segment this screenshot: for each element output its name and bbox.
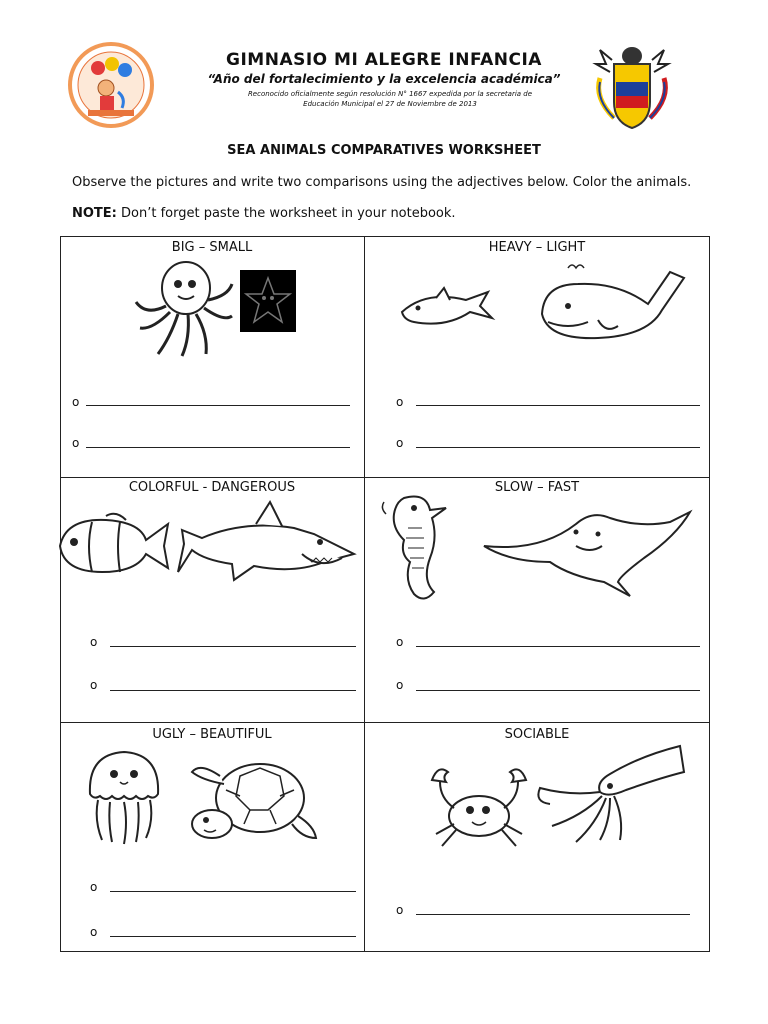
- school-motto: “Año del fortalecimiento y la excelencia académica”: [207, 72, 561, 86]
- octopus-icon: [130, 256, 234, 360]
- answer-line[interactable]: [416, 447, 700, 448]
- recognition-line-2: Educación Municipal el 27 de Noviembre de 2013: [303, 100, 477, 108]
- squid-icon: [530, 742, 688, 846]
- answer-line[interactable]: [110, 690, 356, 691]
- answer-line[interactable]: [416, 914, 690, 915]
- cell-title-slow-fast: SLOW – FAST: [494, 480, 580, 495]
- starfish-icon: [240, 270, 296, 332]
- note-text: Don’t forget paste the worksheet in your notebook.: [116, 206, 456, 221]
- bullet: o: [90, 635, 98, 649]
- bullet: o: [396, 903, 404, 917]
- grid-divider-row-2: [60, 722, 710, 723]
- grid-divider-row-1: [60, 477, 710, 478]
- bullet: o: [72, 436, 80, 450]
- shark-icon: [174, 500, 358, 584]
- answer-line[interactable]: [110, 891, 356, 892]
- answer-line[interactable]: [86, 447, 350, 448]
- answer-line[interactable]: [110, 936, 356, 937]
- stingray-icon: [480, 506, 694, 598]
- recognition-text: [230, 89, 550, 109]
- grid-divider-vertical: [364, 236, 365, 952]
- answer-line[interactable]: [110, 646, 356, 647]
- bullet: o: [90, 678, 98, 692]
- turtle-icon: [186, 754, 320, 850]
- worksheet-title: SEA ANIMALS COMPARATIVES WORKSHEET: [227, 143, 541, 158]
- cell-title-heavy-light: HEAVY – LIGHT: [488, 240, 586, 255]
- school-name: GIMNASIO MI ALEGRE INFANCIA: [226, 50, 542, 70]
- cell-title-sociable: SOCIABLE: [504, 727, 570, 742]
- bullet: o: [396, 436, 404, 450]
- bullet: o: [90, 925, 98, 939]
- dolphin-icon: [396, 284, 496, 334]
- bullet: o: [72, 395, 80, 409]
- bullet: o: [396, 395, 404, 409]
- clownfish-icon: [56, 510, 172, 576]
- cell-title-big-small: BIG – SMALL: [171, 240, 253, 255]
- answer-line[interactable]: [416, 405, 700, 406]
- answer-line[interactable]: [416, 690, 700, 691]
- bullet: o: [396, 678, 404, 692]
- crab-icon: [424, 760, 534, 856]
- seahorse-icon: [374, 488, 460, 606]
- note: [72, 206, 456, 221]
- bullet: o: [90, 880, 98, 894]
- jellyfish-icon: [84, 748, 164, 848]
- recognition-line-1: Reconocido oficialmente según resolución N° 1667 expedida por la secretaria de: [247, 90, 533, 98]
- cell-title-colorful-dangerous: COLORFUL - DANGEROUS: [128, 480, 296, 495]
- bullet: o: [396, 635, 404, 649]
- answer-line[interactable]: [86, 405, 350, 406]
- whale-icon: [538, 264, 688, 346]
- answer-line[interactable]: [416, 646, 700, 647]
- instructions: Observe the pictures and write two comparisons using the adjectives below. Color the animals.: [72, 175, 692, 190]
- note-label: NOTE:: [72, 206, 117, 221]
- cell-title-ugly-beautiful: UGLY – BEAUTIFUL: [152, 727, 272, 742]
